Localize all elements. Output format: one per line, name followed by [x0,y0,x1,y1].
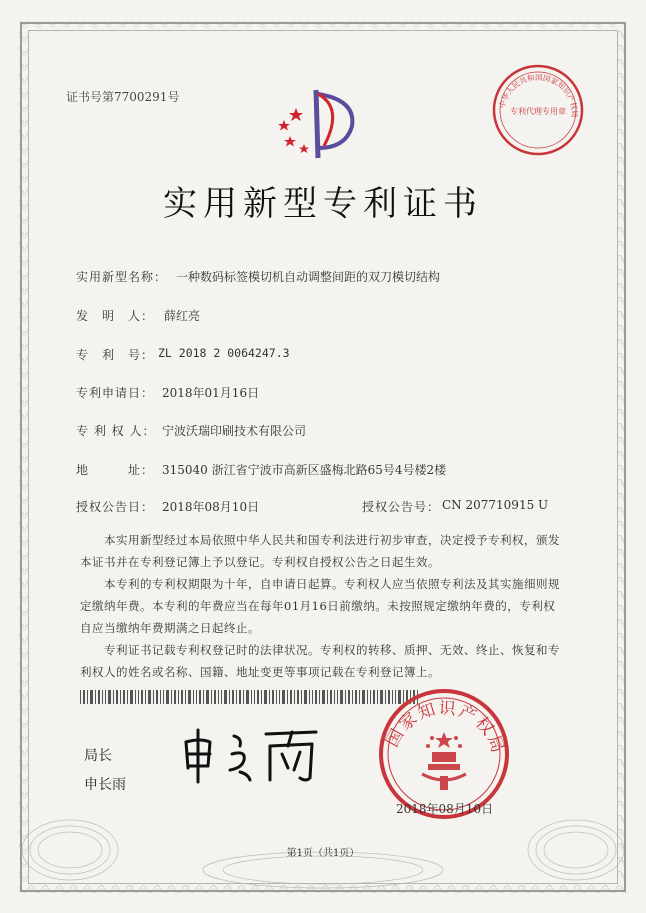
paragraph-2-line-2: 定缴纳年费。本专利的年费应当在每年01月16日前缴纳。未按照规定缴纳年费的，专利权 [80,599,556,613]
seal-date: 2018年08月10日 [396,802,494,816]
address-label: 地 址： [76,463,155,477]
utility-model-value: 一种数码标签模切机自动调整间距的双刀模切结构 [176,270,441,284]
grant-date-label: 授权公告日： [76,500,155,514]
paragraph-2-line-1: 本专利的专利权期限为十年，自申请日起算。专利权人应当依照专利法及其实施细则规 [104,577,560,591]
seal-top-ring-text: 中华人民共和国国家知识产权局 [497,72,580,118]
cnipa-logo [266,86,358,166]
paragraph-2-line-3: 自应当缴纳年费期满之日起终止。 [80,621,260,635]
grant-date-value: 2018年08月10日 [162,500,260,514]
paragraph-3-line-1: 专利证书记载专利权登记时的法律状况。专利权的转移、质押、无效、终止、恢复和专 [104,643,560,657]
certificate-number: 证书号第7700291号 [66,90,180,104]
filing-date-label: 专利申请日： [76,386,155,400]
patent-agency-seal [490,62,586,158]
director-name: 申长雨 [84,777,126,793]
page-number: 第1页（共1页） [286,848,360,859]
filing-date-value: 2018年01月16日 [162,386,260,400]
paragraph-3-line-2: 利权人的姓名或名称、国籍、地址变更等事项记载在专利登记簿上。 [80,665,440,679]
inventor-label: 发 明 人： [76,309,155,323]
director-signature [176,724,326,786]
patent-number-value: ZL 2018 2 0064247.3 [158,346,290,360]
patent-number-label: 专 利 号： [76,348,155,362]
national-emblem-icon [422,732,466,790]
paragraph-1-line-1: 本实用新型经过本局依照中华人民共和国专利法进行初步审查，决定授予专利权，颁发 [104,533,560,547]
grant-number-label: 授权公告号： [362,500,441,514]
certificate-title: 实用新型专利证书 [163,184,483,224]
address-value: 315040 浙江省宁波市高新区盛梅北路65号4号楼2楼 [162,463,447,477]
seal-bottom-ring-text: 国家知识产权局 [382,698,509,758]
inventor-value: 薛红亮 [164,309,201,323]
utility-model-label: 实用新型名称： [76,270,168,284]
paragraph-1-line-2: 本证书并在专利登记簿上予以登记。专利权自授权公告之日起生效。 [80,555,440,569]
grant-number-value: CN 207710915 U [442,498,549,512]
patentee-value: 宁波沃瑞印刷技术有限公司 [162,424,307,438]
seal-top-inner-text: 专利代理专用章 [510,107,566,116]
barcode-strip [80,690,420,704]
director-title: 局长 [84,748,112,764]
patentee-label: 专 利 权 人： [76,424,156,438]
